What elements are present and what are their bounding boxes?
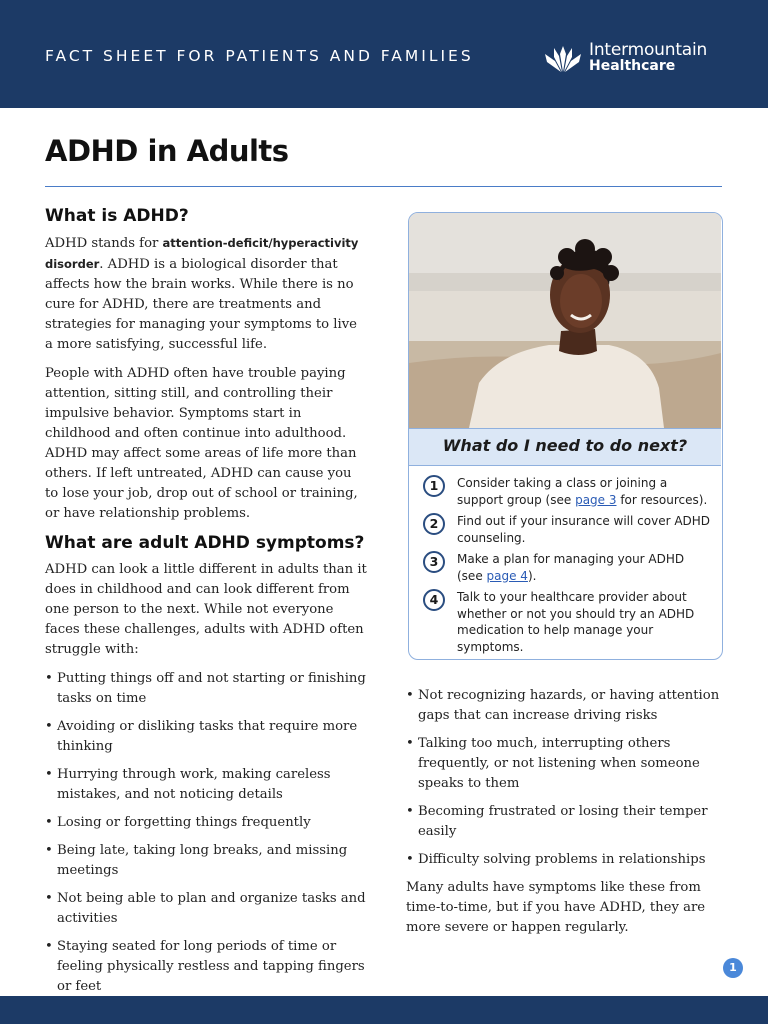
list-item: • Being late, taking long breaks, and missing meetings	[45, 841, 367, 881]
page-title: ADHD in Adults	[45, 134, 289, 168]
symptom-list-left	[45, 669, 367, 1024]
step-text: for resources).	[616, 492, 708, 507]
logo-name: Intermountain	[589, 40, 708, 60]
symptom-list-right	[406, 686, 728, 870]
step-number-badge: 1	[423, 475, 445, 497]
step-number-badge: 4	[423, 589, 445, 611]
page-4-link[interactable]: page 4	[486, 568, 528, 583]
list-item: • Becoming frustrated or losing their temper easily	[406, 802, 728, 842]
definition-post: . ADHD is a biological disorder that affects how the brain works. While there is no cure for ADHD, there are treatments and strategies for managing your symptoms to live a more satisfying, successful life.	[45, 257, 357, 352]
step-text: Consider taking a class or joining a support group (see	[457, 476, 668, 507]
logo-sub: Healthcare	[589, 58, 676, 74]
list-item: • Putting things off and not starting or finishing tasks on time	[45, 669, 367, 709]
next-steps-list	[423, 475, 713, 660]
photo-illustration	[409, 213, 721, 428]
definition-pre: ADHD stands for	[45, 236, 163, 251]
definition-term: attention-deficit/hyperactivity disorder	[45, 236, 359, 271]
step-item	[423, 475, 713, 508]
paragraph-closing: Many adults have symptoms like these from time-to-time, but if you have ADHD, they are more severe or happen regularly.	[406, 880, 706, 935]
header-title: FACT SHEET FOR PATIENTS AND FAMILIES	[45, 47, 474, 65]
list-item: • Not being able to plan and organize tasks and activities	[45, 889, 367, 929]
intermountain-logo-icon	[543, 42, 583, 74]
list-item: • Hurrying through work, making careless mistakes, and not noticing details	[45, 765, 367, 805]
paragraph-effects: People with ADHD often have trouble paying attention, sitting still, and controlling their impulsive behavior. Symptoms start in childhood and often continue into adulthood. ADHD may affect some areas of life more than others. If left untreated, ADHD can cause you to lose your job, drop out of school or training, or have relationship problems.	[45, 366, 358, 521]
page-3-link[interactable]: page 3	[575, 492, 617, 507]
section-heading-symptoms: What are adult ADHD symptoms?	[45, 533, 365, 553]
list-item: • Not recognizing hazards, or having attention gaps that can increase driving risks	[406, 686, 728, 726]
list-item: • Difficulty solving problems in relationships	[406, 850, 728, 870]
right-column	[406, 686, 728, 947]
paragraph-symptoms-intro: ADHD can look a little different in adults than it does in childhood and can look different from one person to the next. While not everyone faces these challenges, adults with ADHD often struggle with:	[45, 562, 367, 657]
page-number-badge: 1	[723, 958, 743, 978]
footer-bar	[0, 996, 768, 1024]
step-text: ).	[527, 568, 537, 583]
title-divider	[45, 186, 722, 187]
step-text: Talk to your healthcare provider about whether or not you should try an ADHD medication to help manage your symptoms.	[457, 590, 695, 654]
step-item	[423, 513, 713, 546]
header-bar	[0, 0, 768, 108]
paragraph-definition	[45, 233, 367, 355]
next-steps-card	[408, 212, 723, 660]
step-text: Find out if your insurance will cover ADHD counseling.	[457, 514, 711, 545]
left-column	[45, 206, 367, 1024]
section-heading-what-is-adhd: What is ADHD?	[45, 206, 189, 226]
next-steps-title: What do I need to do next?	[442, 436, 688, 455]
list-item: • Avoiding or disliking tasks that require more thinking	[45, 717, 367, 757]
step-item	[423, 589, 713, 655]
step-number-badge: 3	[423, 551, 445, 573]
step-text: Make a plan for managing your ADHD (see	[457, 552, 685, 583]
next-steps-header	[409, 428, 721, 466]
step-number-badge: 2	[423, 513, 445, 535]
intermountain-logo	[543, 40, 733, 76]
list-item: • Talking too much, interrupting others frequently, or not listening when someone speaks to them	[406, 734, 728, 794]
step-item	[423, 551, 713, 584]
list-item: • Losing or forgetting things frequently	[45, 813, 367, 833]
list-item: • Staying seated for long periods of time or feeling physically restless and tapping fingers or feet	[45, 937, 367, 997]
woman-photo	[409, 213, 721, 428]
